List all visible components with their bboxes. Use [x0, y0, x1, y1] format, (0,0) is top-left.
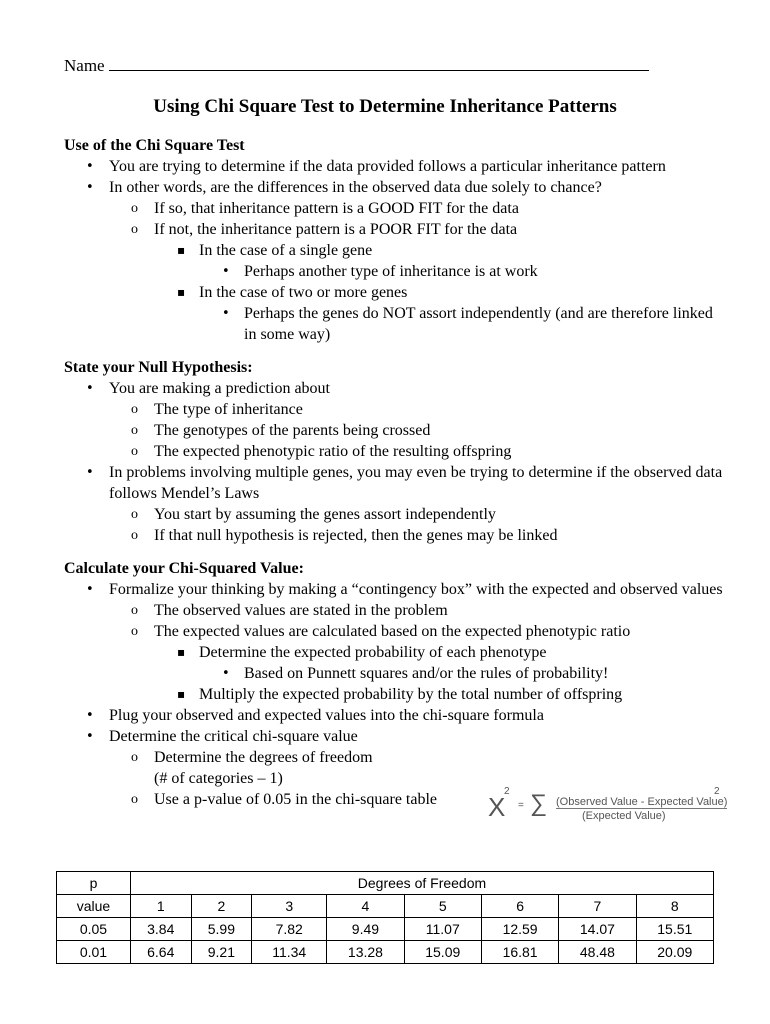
table-df-row: [57, 895, 714, 918]
list-item: o If so, that inheritance pattern is a GOOD FIT for the data: [64, 198, 724, 219]
name-label: Name: [64, 56, 105, 75]
list-item: o The expected phenotypic ratio of the resulting offspring: [64, 441, 724, 462]
name-blank-line[interactable]: [109, 56, 649, 71]
critical-value-cell: 12.59: [481, 918, 558, 941]
table-header-row: [57, 872, 714, 895]
section-heading: State your Null Hypothesis:: [64, 359, 253, 376]
formula-numerator: (Observed Value - Expected Value): [556, 796, 728, 808]
list-item: o The genotypes of the parents being crossed: [64, 420, 724, 441]
table-row: [57, 918, 714, 941]
list-item: • In other words, are the differences in the observed data due solely to chance?: [64, 177, 724, 198]
df-cell: 1: [130, 895, 191, 918]
critical-value-cell: 48.48: [559, 941, 636, 964]
list-item: • Formalize your thinking by making a “contingency box” with the expected and observed values: [64, 579, 724, 600]
critical-value-cell: 11.07: [404, 918, 481, 941]
critical-value-cell: 20.09: [636, 941, 713, 964]
equals-sign: =: [518, 800, 524, 811]
section-calculate-chi-squared: [64, 558, 724, 810]
df-cell: 3: [252, 895, 327, 918]
critical-value-cell: 14.07: [559, 918, 636, 941]
section-heading: Use of the Chi Square Test: [64, 137, 245, 154]
page-title: Using Chi Square Test to Determine Inheritance Patterns: [153, 96, 617, 117]
list-item: o You start by assuming the genes assort independently: [64, 504, 724, 525]
chi-square-formula: [478, 786, 728, 836]
critical-value-cell: 13.28: [327, 941, 404, 964]
list-item: ▪ In the case of a single gene: [64, 240, 724, 261]
list-item: • Perhaps another type of inheritance is at work: [64, 261, 724, 282]
critical-value-cell: 16.81: [481, 941, 558, 964]
bullet-list: [64, 156, 724, 345]
df-header-cell: Degrees of Freedom: [130, 872, 713, 895]
chi-square-table: [56, 871, 714, 964]
list-item: • In problems involving multiple genes, you may even be trying to determine if the observed data follows Mendel’s Laws: [64, 462, 724, 504]
list-item: o If not, the inheritance pattern is a POOR FIT for the data: [64, 219, 724, 240]
list-item: • You are trying to determine if the data provided follows a particular inheritance pattern: [64, 156, 724, 177]
list-item: • Based on Punnett squares and/or the rules of probability!: [64, 663, 724, 684]
list-item: o Determine the degrees of freedom: [64, 747, 724, 768]
section-use-of-chi-square: [64, 135, 724, 345]
list-item: o If that null hypothesis is rejected, then the genes may be linked: [64, 525, 724, 546]
formula-denominator: (Expected Value): [582, 810, 666, 822]
p-value-cell: 0.01: [57, 941, 131, 964]
df-cell: 6: [481, 895, 558, 918]
table-row: [57, 941, 714, 964]
bullet-list: [64, 579, 724, 810]
list-item: (# of categories – 1): [154, 770, 283, 787]
critical-value-cell: 9.49: [327, 918, 404, 941]
critical-value-cell: 5.99: [191, 918, 252, 941]
df-cell: 5: [404, 895, 481, 918]
p-value-header-cell: value: [57, 895, 131, 918]
list-item: • Plug your observed and expected values into the chi-square formula: [64, 705, 724, 726]
list-item: o The expected values are calculated based on the expected phenotypic ratio: [64, 621, 724, 642]
list-item: ▪ Determine the expected probability of each phenotype: [64, 642, 724, 663]
df-cell: 4: [327, 895, 404, 918]
critical-value-cell: 11.34: [252, 941, 327, 964]
critical-value-cell: 15.51: [636, 918, 713, 941]
critical-value-cell: 3.84: [130, 918, 191, 941]
list-item: • You are making a prediction about: [64, 378, 724, 399]
critical-value-cell: 7.82: [252, 918, 327, 941]
df-cell: 8: [636, 895, 713, 918]
list-item: o The type of inheritance: [64, 399, 724, 420]
chi-power: 2: [504, 786, 510, 797]
section-null-hypothesis: [64, 357, 724, 546]
critical-value-cell: 6.64: [130, 941, 191, 964]
list-item: • Determine the critical chi-square value: [64, 726, 724, 747]
name-field: [64, 56, 649, 76]
critical-value-cell: 9.21: [191, 941, 252, 964]
section-heading: Calculate your Chi-Squared Value:: [64, 560, 304, 577]
chi-symbol: X: [488, 792, 506, 822]
bullet-list: [64, 378, 724, 546]
numerator-power: 2: [714, 786, 720, 797]
p-header-cell: p: [57, 872, 131, 895]
list-item: ▪ Multiply the expected probability by the total number of offspring: [64, 684, 724, 705]
critical-value-cell: 15.09: [404, 941, 481, 964]
p-value-cell: 0.05: [57, 918, 131, 941]
df-cell: 2: [191, 895, 252, 918]
list-item: • Perhaps the genes do NOT assort independently (and are therefore linked in some way): [64, 303, 724, 345]
df-cell: 7: [559, 895, 636, 918]
list-item: o Use a p-value of 0.05 in the chi-square table: [64, 789, 724, 810]
list-item: o The observed values are stated in the problem: [64, 600, 724, 621]
list-item: ▪ In the case of two or more genes: [64, 282, 724, 303]
sigma-symbol: ∑: [530, 790, 548, 817]
document-body: [64, 135, 724, 810]
